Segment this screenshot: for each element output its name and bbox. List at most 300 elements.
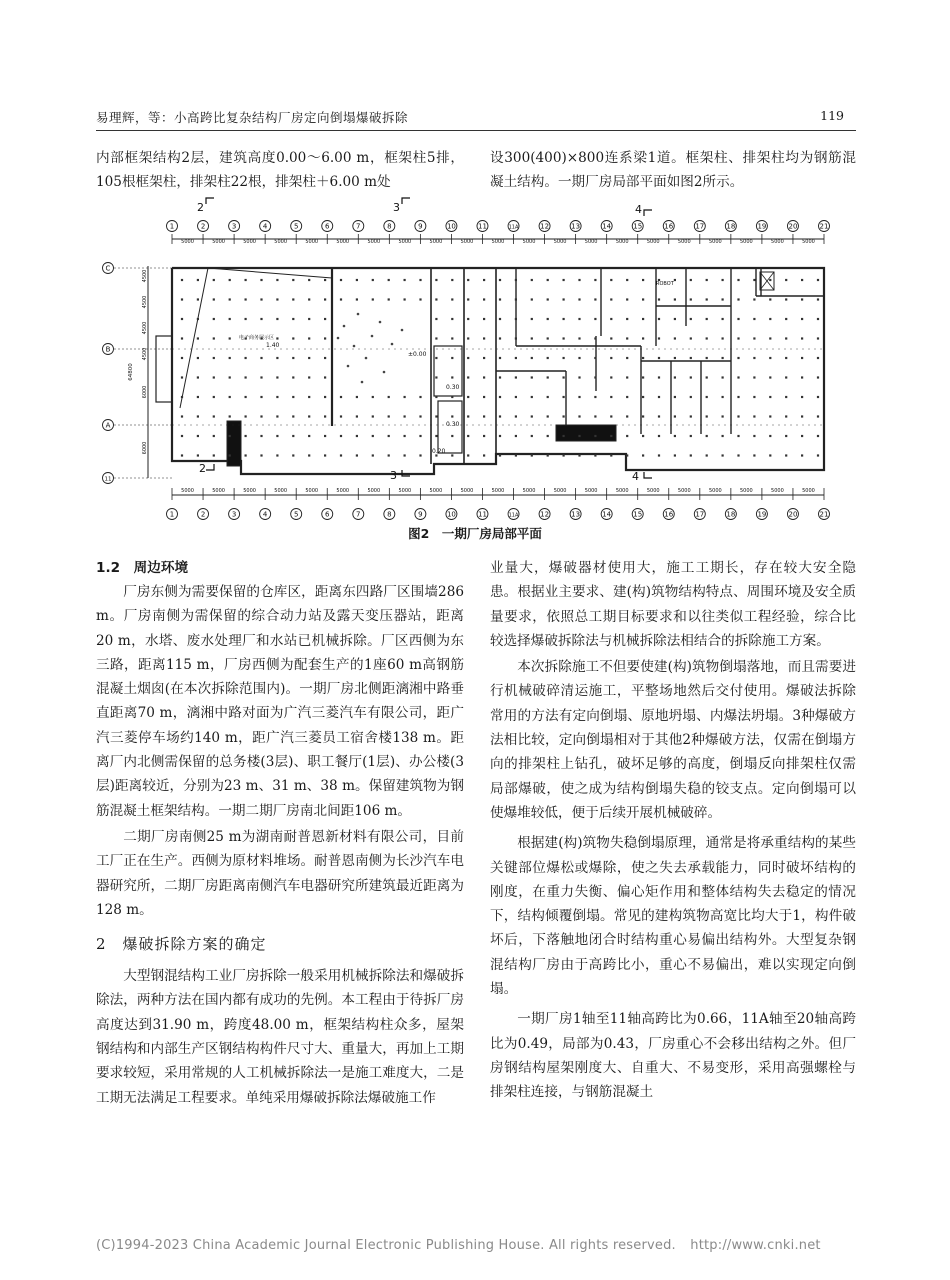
column-dot xyxy=(817,337,819,339)
vertical-dimension-label: 6000 xyxy=(142,385,148,399)
paragraph: 根据建(构)筑物失稳倒塌原理，通常是将承重结构的某些关键部位爆松或爆除，使之失去承载能力，同时破坏结构的刚度，在重力失衡、偏心矩作用和整体结构失去稳定的情况下，结构倾覆倒塌。常见的建构筑物高宽比均大于1，构件破坏后，下落触地闭合时结构重心易偏出结构外。大型复杂钢混结构厂房由于高跨比小，重心不易偏出，难以实现定向倒塌。 xyxy=(490,835,856,998)
diagonal-wall xyxy=(208,268,332,278)
column-dot xyxy=(737,337,739,339)
axis-label-top: 11 xyxy=(478,222,487,231)
column-dot xyxy=(690,415,692,417)
column-dot xyxy=(260,396,262,398)
axis-label-top: 7 xyxy=(356,222,361,231)
column-dot xyxy=(260,279,262,281)
column-dot xyxy=(642,435,644,437)
column-dot xyxy=(372,279,374,281)
column-dot xyxy=(499,454,501,456)
column-dot xyxy=(722,298,724,300)
column-dot xyxy=(531,435,533,437)
column-dot xyxy=(197,396,199,398)
column-dot xyxy=(563,415,565,417)
dimension-label: 5000 xyxy=(584,488,598,494)
copyright-footer xyxy=(96,1238,821,1253)
column-dot xyxy=(642,454,644,456)
column-dot xyxy=(785,298,787,300)
axis-label-top: 6 xyxy=(325,222,330,231)
dimension-label: 5000 xyxy=(398,488,412,494)
column-dot xyxy=(737,396,739,398)
column-dot xyxy=(499,396,501,398)
column-dot xyxy=(451,435,453,437)
column-dot xyxy=(753,357,755,359)
intro-right xyxy=(490,146,856,195)
column-dot xyxy=(737,376,739,378)
axis-label-bottom: 21 xyxy=(819,510,829,519)
column-dot xyxy=(483,415,485,417)
column-dot xyxy=(197,435,199,437)
column-dot xyxy=(737,415,739,417)
column-dot xyxy=(340,435,342,437)
elevation-label: ±0.00 xyxy=(408,351,427,358)
column-dot xyxy=(690,298,692,300)
left-column xyxy=(96,556,464,1110)
column-dot xyxy=(245,376,247,378)
dimension-label: 5000 xyxy=(460,239,474,245)
column-dot xyxy=(276,435,278,437)
column-dot xyxy=(356,454,358,456)
paragraph: 一期厂房1轴至11轴高跨比为0.66，11A轴至20轴高跨比为0.49，局部为0.43，厂房重心不会移出结构之外。但厂房钢结构屋架刚度大、自重大、不易变形，采用高强螺栓与排架柱连接，与钢筋混凝土 xyxy=(490,1011,856,1101)
column-dot xyxy=(308,376,310,378)
column-dot xyxy=(531,279,533,281)
column-dot xyxy=(594,318,596,320)
column-dot xyxy=(626,279,628,281)
column-dot xyxy=(356,279,358,281)
axis-label-top: 4 xyxy=(262,222,268,231)
column-dot xyxy=(785,357,787,359)
row-label: C xyxy=(105,264,111,273)
column-dot xyxy=(483,376,485,378)
column-dot xyxy=(547,337,549,339)
column-dot xyxy=(515,396,517,398)
column-dot xyxy=(324,376,326,378)
dimension-label: 5000 xyxy=(740,239,753,245)
axis-label-bottom: 7 xyxy=(356,510,361,519)
column-dot xyxy=(737,357,739,359)
column-dot xyxy=(626,396,628,398)
column-dot xyxy=(578,279,580,281)
column-dot xyxy=(769,337,771,339)
column-dot xyxy=(324,298,326,300)
column-dot xyxy=(419,435,421,437)
vertical-dimension-label: 4500 xyxy=(142,321,148,335)
column-dot xyxy=(578,435,580,437)
column-dot xyxy=(292,396,294,398)
column-dot xyxy=(674,454,676,456)
column-dot xyxy=(324,318,326,320)
section-mark-2-top-label: 2 xyxy=(197,201,204,214)
column-dot xyxy=(213,454,215,456)
column-dot xyxy=(769,435,771,437)
axis-label-top: 17 xyxy=(695,222,705,231)
vertical-dimension-label: 4500 xyxy=(142,295,148,309)
column-dot xyxy=(642,376,644,378)
axis-label-top: 12 xyxy=(540,222,550,231)
column-dot xyxy=(706,376,708,378)
column-dot xyxy=(785,376,787,378)
dimension-label: 5000 xyxy=(646,488,660,494)
column-dot xyxy=(785,415,787,417)
column-dot xyxy=(467,357,469,359)
dimension-label: 5000 xyxy=(429,488,443,494)
column-dot xyxy=(785,318,787,320)
column-dot xyxy=(435,337,437,339)
column-dot xyxy=(658,454,660,456)
column-dot xyxy=(483,435,485,437)
axis-label-bottom: 8 xyxy=(387,510,392,519)
running-title: 易理辉，等：小高跨比复杂结构厂房定向倒塌爆破拆除 xyxy=(96,110,409,125)
axis-label-top: 20 xyxy=(788,222,798,231)
column-dot xyxy=(181,454,183,456)
column-dot xyxy=(801,435,803,437)
column-dot xyxy=(308,396,310,398)
column-dot xyxy=(197,357,199,359)
dimension-label: 5000 xyxy=(522,239,536,245)
column-dot xyxy=(626,454,628,456)
intro-left-text: 内部框架结构2层，建筑高度0.00～6.00 m，框架柱5排，105根框架柱，排架柱22根，排架柱＋6.00 m处 xyxy=(96,150,464,191)
column-dot xyxy=(706,337,708,339)
column-dot xyxy=(801,318,803,320)
column-dot xyxy=(499,357,501,359)
column-dot xyxy=(340,279,342,281)
column-dot xyxy=(706,279,708,281)
column-dot xyxy=(276,279,278,281)
column-dot xyxy=(292,298,294,300)
column-dot xyxy=(690,279,692,281)
axis-label-bottom: 20 xyxy=(788,510,798,519)
dimension-label: 5000 xyxy=(305,239,319,245)
column-dot xyxy=(213,396,215,398)
column-dot xyxy=(213,298,215,300)
column-dot xyxy=(324,415,326,417)
column-dot xyxy=(308,415,310,417)
column-dot xyxy=(753,396,755,398)
column-dot xyxy=(769,376,771,378)
column-dot xyxy=(610,357,612,359)
column-dot xyxy=(769,357,771,359)
column-dot xyxy=(769,396,771,398)
column-dot xyxy=(181,298,183,300)
row-labels xyxy=(103,263,173,484)
column-dot xyxy=(690,376,692,378)
column-dot xyxy=(563,396,565,398)
axis-label-bottom: 18 xyxy=(726,510,736,519)
column-dot xyxy=(483,396,485,398)
column-dot xyxy=(817,415,819,417)
column-dot xyxy=(483,279,485,281)
column-dot xyxy=(324,337,326,339)
column-dot xyxy=(404,415,406,417)
column-dot xyxy=(245,454,247,456)
column-dot xyxy=(197,454,199,456)
column-dot xyxy=(324,357,326,359)
column-dot xyxy=(515,337,517,339)
column-dot xyxy=(753,337,755,339)
column-dot xyxy=(706,415,708,417)
column-dot xyxy=(801,415,803,417)
column-dot xyxy=(642,415,644,417)
column-dot xyxy=(213,415,215,417)
column-dot xyxy=(626,337,628,339)
column-dot xyxy=(435,435,437,437)
column-dot xyxy=(690,318,692,320)
column-dot xyxy=(690,357,692,359)
figure-caption: 图2 一期厂房局部平面 xyxy=(408,526,542,541)
dimension-label: 5000 xyxy=(429,239,443,245)
column-dot xyxy=(499,415,501,417)
column-dot xyxy=(197,318,199,320)
column-dot xyxy=(610,376,612,378)
column-dot xyxy=(690,435,692,437)
column-dot xyxy=(722,454,724,456)
column-dot xyxy=(451,279,453,281)
column-dot xyxy=(260,318,262,320)
axis-label-top: 2 xyxy=(200,222,206,231)
column-dot xyxy=(706,357,708,359)
column-dot xyxy=(753,279,755,281)
diagonal-wall xyxy=(180,268,208,408)
column-dot xyxy=(531,318,533,320)
axis-label-top: 15 xyxy=(633,222,643,231)
column-dot xyxy=(276,415,278,417)
column-dot xyxy=(388,279,390,281)
column-dot xyxy=(674,279,676,281)
left-annex xyxy=(156,336,172,402)
axis-label-top: 5 xyxy=(293,222,299,231)
column-dot xyxy=(531,337,533,339)
column-dot xyxy=(515,415,517,417)
column-dot xyxy=(308,357,310,359)
column-dot xyxy=(578,357,580,359)
column-dot xyxy=(292,435,294,437)
elevation-label: 0.30 xyxy=(446,384,460,391)
paragraph: 本次拆除施工不但要使建(构)筑物倒塌落地，而且需要进行机械破碎清运施工，平整场地然后交付使用。爆破法拆除常用的方法有定向倒塌、原地坍塌、内爆法坍塌。3种爆破方法相比较，定向倒塌相对于其他2种爆破方法，仅需在倒塌方向的排架柱上钻孔，破坏足够的高度，倒塌反向排架柱仅需局部爆破，使之成为结构倒塌失稳的铰支点。定向倒塌可以使爆堆较低，便于后续开展机械破碎。 xyxy=(490,659,856,821)
column-dot xyxy=(547,376,549,378)
axis-label-top: 13 xyxy=(571,222,581,231)
column-dot xyxy=(626,357,628,359)
column-dot xyxy=(785,396,787,398)
section-mark-3-top-label: 3 xyxy=(393,201,400,214)
column-dot xyxy=(483,298,485,300)
column-dot xyxy=(737,298,739,300)
column-dot xyxy=(515,376,517,378)
column-dot xyxy=(308,454,310,456)
column-dot xyxy=(340,454,342,456)
column-dot xyxy=(499,279,501,281)
column-dot xyxy=(451,415,453,417)
stair-left xyxy=(227,421,241,466)
column-dot xyxy=(324,454,326,456)
column-dot xyxy=(451,454,453,456)
axis-label-bottom: 9 xyxy=(418,510,423,519)
column-dot xyxy=(213,279,215,281)
dimension-label: 5000 xyxy=(615,488,629,494)
column-dot xyxy=(610,279,612,281)
dimension-label: 5000 xyxy=(522,488,536,494)
column-dot xyxy=(467,454,469,456)
column-dot xyxy=(722,279,724,281)
column-dot xyxy=(260,357,262,359)
dimension-labels-bottom xyxy=(181,488,815,494)
column-dot xyxy=(626,298,628,300)
column-dot xyxy=(531,415,533,417)
column-dot xyxy=(753,376,755,378)
column-dot xyxy=(515,279,517,281)
column-dot xyxy=(594,415,596,417)
dimension-label: 5000 xyxy=(460,488,474,494)
column-dot xyxy=(753,415,755,417)
section-mark-2-bottom xyxy=(206,464,214,470)
column-dot xyxy=(801,279,803,281)
axis-label-top: 1 xyxy=(169,222,175,231)
column-dot xyxy=(181,357,183,359)
column-dot xyxy=(197,298,199,300)
column-dot xyxy=(817,298,819,300)
column-dot xyxy=(785,454,787,456)
dimension-label: 5000 xyxy=(398,239,412,245)
section-heading-1-2: 1.2 周边环境 xyxy=(96,560,189,576)
column-dot xyxy=(578,298,580,300)
column-dot xyxy=(213,337,215,339)
column-dot xyxy=(451,298,453,300)
dimension-label: 5000 xyxy=(491,488,505,494)
column-dot xyxy=(372,415,374,417)
column-dot xyxy=(515,454,517,456)
column-dot xyxy=(276,454,278,456)
dimension-label: 5000 xyxy=(367,239,381,245)
column-dot xyxy=(722,318,724,320)
column-dot xyxy=(658,298,660,300)
page-number: 119 xyxy=(820,108,844,123)
column-dot xyxy=(722,376,724,378)
column-dot xyxy=(213,376,215,378)
column-dot xyxy=(499,318,501,320)
stair-bottom xyxy=(556,425,616,441)
column-dot xyxy=(626,435,628,437)
column-dot xyxy=(674,357,676,359)
column-dot xyxy=(229,279,231,281)
column-dot xyxy=(245,298,247,300)
section-mark-4-bottom xyxy=(644,472,652,478)
column-dot xyxy=(642,357,644,359)
column-dot xyxy=(245,357,247,359)
column-dot xyxy=(435,279,437,281)
column-dot xyxy=(690,454,692,456)
column-dot xyxy=(722,415,724,417)
column-dot xyxy=(563,357,565,359)
column-dot xyxy=(292,337,294,339)
column-dot xyxy=(674,298,676,300)
dimension-label: 5000 xyxy=(708,488,722,494)
column-dot xyxy=(435,376,437,378)
column-dot xyxy=(801,376,803,378)
column-dot xyxy=(499,298,501,300)
axis-label-bottom: 5 xyxy=(293,510,299,519)
column-dot xyxy=(435,298,437,300)
column-dot xyxy=(245,279,247,281)
column-dot xyxy=(181,396,183,398)
column-dot xyxy=(181,279,183,281)
column-dot xyxy=(435,415,437,417)
column-dot xyxy=(722,357,724,359)
column-dot xyxy=(356,415,358,417)
column-dot xyxy=(499,337,501,339)
column-dot xyxy=(547,454,549,456)
column-dot xyxy=(610,435,612,437)
column-dot xyxy=(292,376,294,378)
column-dot xyxy=(753,318,755,320)
column-dot xyxy=(578,337,580,339)
column-dot xyxy=(499,376,501,378)
column-dot xyxy=(769,454,771,456)
dimension-label: 5000 xyxy=(212,488,225,494)
column-dot xyxy=(594,279,596,281)
dimension-label: 5000 xyxy=(677,239,691,245)
column-dot xyxy=(467,279,469,281)
column-dot xyxy=(626,415,628,417)
column-dot xyxy=(642,318,644,320)
column-dot xyxy=(483,337,485,339)
column-dot xyxy=(515,318,517,320)
column-dot xyxy=(260,415,262,417)
column-dot xyxy=(547,396,549,398)
column-dot xyxy=(229,396,231,398)
column-dot xyxy=(706,454,708,456)
column-dot xyxy=(181,435,183,437)
column-dot xyxy=(642,298,644,300)
axis-label-top: 18 xyxy=(726,222,736,231)
dimension-label: 5000 xyxy=(740,488,753,494)
column-dot xyxy=(213,435,215,437)
axis-label-bottom: 10 xyxy=(446,510,456,519)
column-dot xyxy=(308,337,310,339)
column-dot xyxy=(181,318,183,320)
column-dot xyxy=(737,435,739,437)
column-dot xyxy=(388,454,390,456)
paragraph: 二期厂房南侧25 m为湖南耐普恩新材料有限公司，目前工厂正在生产。西侧为原材料堆场。耐普恩南侧为长沙汽车电器研究所，二期厂房距离南侧汽车电器研究所建筑最近距离为128 m。 xyxy=(96,828,464,918)
section-mark-3-bottom-label: 3 xyxy=(390,469,397,482)
column-dot xyxy=(276,318,278,320)
column-dot xyxy=(531,298,533,300)
column-dot xyxy=(404,454,406,456)
column-dot xyxy=(292,279,294,281)
column-dot xyxy=(801,298,803,300)
axis-label-top: 14 xyxy=(602,222,612,231)
column-dot xyxy=(467,376,469,378)
chapter-heading-2: 2 爆破拆除方案的确定 xyxy=(96,935,267,954)
column-dot xyxy=(404,279,406,281)
column-dot xyxy=(563,318,565,320)
column-dot xyxy=(213,357,215,359)
axis-label-top: 16 xyxy=(664,222,674,231)
column-dot xyxy=(817,279,819,281)
column-dot xyxy=(245,415,247,417)
column-dot xyxy=(356,298,358,300)
column-dot xyxy=(817,396,819,398)
dimension-label: 5000 xyxy=(771,239,784,245)
column-dot xyxy=(610,318,612,320)
column-dot xyxy=(658,415,660,417)
column-dot xyxy=(292,318,294,320)
column-dot xyxy=(419,454,421,456)
paragraph-continued: 业量大，爆破器材使用大，施工工期长，存在较大安全隐患。根据业主要求、建(构)筑物结构特点、周围环境及安全质量要求，依照总工期目标要求和以往类似工程经验，综合比较选择爆破拆除法与机械拆除法相结合的拆除施工方案。 xyxy=(490,560,856,649)
column-dot xyxy=(340,396,342,398)
axis-label-top: 3 xyxy=(231,222,237,231)
column-dot xyxy=(722,337,724,339)
